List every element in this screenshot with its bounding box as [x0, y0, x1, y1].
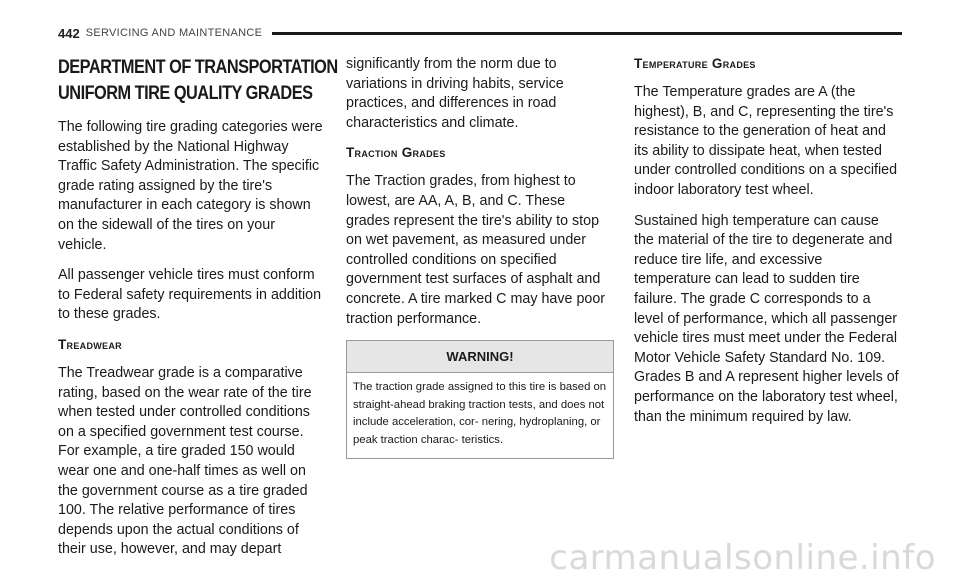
traction-heading: Traction Grades [346, 145, 446, 161]
sustained-paragraph: Sustained high temperature can cause the material of the tire to degenerate and reduce tire life, and excessive temperature can lead to sudden tire failure. The grade C corresponds to a level of performance, which all passenger vehicle tires must meet under the Federal Motor Vehicle Safety Standard No. 109. Grades B and A represent higher levels of performance on the laboratory test wheel, than the minimum required by law. [634, 212, 899, 425]
section-title: SERVICING AND MAINTENANCE [85, 27, 263, 39]
column-1 [58, 55, 338, 571]
treadwear-paragraph: The Treadwear grade is a comparative rating, based on the wear rate of the tire when tested under controlled conditions on a specified government test course. For example, a tire graded 150 would wear one and one-half times as well on the government course as a tire graded 100. The relative performance of tires depends upon the actual conditions of their use, however, and may depart [58, 364, 312, 558]
warning-title: WARNING! [347, 341, 613, 373]
continuation-paragraph: significantly from the norm due to variations in driving habits, service practices, and differences in road characteristics and climate. [346, 56, 564, 131]
header-rule [272, 32, 902, 35]
column-2 [346, 55, 612, 459]
traction-paragraph: The Traction grades, from highest to lowest, are AA, A, B, and C. These grades represent the tire's ability to stop on wet pavement, as measured under controlled conditions on specified government test surfaces of asphalt and concrete. A tire marked C may have poor traction performance. [346, 173, 606, 327]
page-number: 442 [58, 25, 80, 41]
intro-paragraph: The following tire grading categories were established by the National Highway Traffic Safety Administration. The specific grade rating assigned by the tire's manufacturer in each category is shown on the sidewall of the tires on your vehicle. [58, 119, 323, 253]
temperature-paragraph: The Temperature grades are A (the highest), B, and C, representing the tire's resistance to the generation of heat and its ability to dissipate heat, when tested under controlled conditions on a specified indoor laboratory test wheel. [634, 84, 898, 198]
conform-paragraph: All passenger vehicle tires must conform to Federal safety requirements in addition to these grades. [58, 267, 322, 323]
page-title: DEPARTMENT OF TRANSPORTATION UNIFORM TIRE QUALITY GRADES [58, 57, 338, 104]
treadwear-heading: Treadwear [58, 336, 122, 352]
page-header [58, 22, 902, 44]
warning-box [346, 340, 614, 458]
watermark: carmanualsonline.info [549, 538, 936, 578]
column-3 [634, 55, 900, 438]
temperature-heading: Temperature Grades [634, 56, 756, 71]
warning-text: The traction grade assigned to this tire is based on straight-ahead braking traction tests, and does not include acceleration, cor- nering, hydroplaning, or peak traction charac- teristics. [353, 381, 607, 446]
